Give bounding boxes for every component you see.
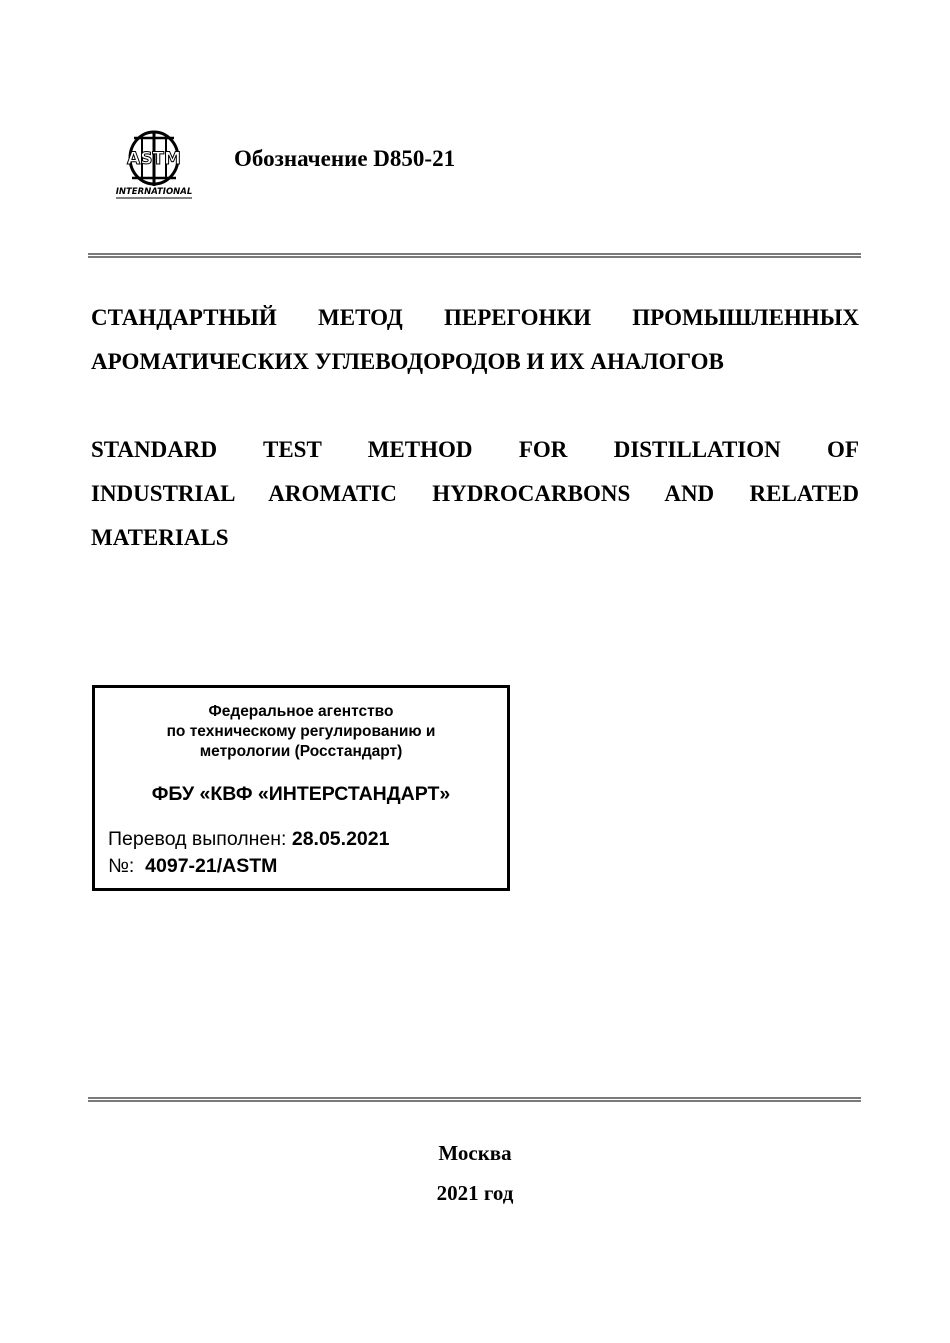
title-english-line: MATERIALS <box>91 525 229 550</box>
stamp-number-label: №: <box>108 855 146 877</box>
stamp-number-row <box>108 855 277 878</box>
stamp-translated-label: Перевод выполнен: <box>108 828 292 850</box>
stamp-organization: ФБУ «КВФ «ИНТЕРСТАНДАРТ» <box>151 783 451 805</box>
top-divider <box>88 253 861 258</box>
title-russian-line: АРОМАТИЧЕСКИХ УГЛЕВОДОРОДОВ И ИХ АНАЛОГОВ <box>91 349 724 374</box>
title-english-line: INDUSTRIAL AROMATIC HYDROCARBONS AND RELATED <box>91 481 859 506</box>
translation-stamp <box>92 685 510 891</box>
publication-city: Москва <box>438 1141 512 1165</box>
astm-logo-wordmark: ASTM <box>127 149 181 169</box>
astm-logo <box>112 128 196 200</box>
stamp-agency-line: Федеральное агентство <box>208 703 394 720</box>
bottom-divider <box>88 1097 861 1102</box>
stamp-number-value: 4097-21/ASTM <box>145 855 278 877</box>
title-russian <box>91 296 859 384</box>
stamp-agency-line: по техническому регулированию и <box>166 723 436 740</box>
title-english-line: STANDARD TEST METHOD FOR DISTILLATION OF <box>91 437 859 462</box>
stamp-agency <box>95 702 507 762</box>
astm-logo-subtext: INTERNATIONAL <box>115 187 193 197</box>
stamp-translated-date: 28.05.2021 <box>291 828 390 850</box>
title-russian-line: СТАНДАРТНЫЙ МЕТОД ПЕРЕГОНКИ ПРОМЫШЛЕННЫХ <box>91 305 859 330</box>
standard-designation: Обозначение D850-21 <box>234 146 456 171</box>
title-english <box>91 428 859 560</box>
stamp-translation-date-row <box>108 828 389 851</box>
publication-year: 2021 год <box>436 1181 514 1205</box>
stamp-agency-line: метрологии (Росстандарт) <box>199 743 403 760</box>
